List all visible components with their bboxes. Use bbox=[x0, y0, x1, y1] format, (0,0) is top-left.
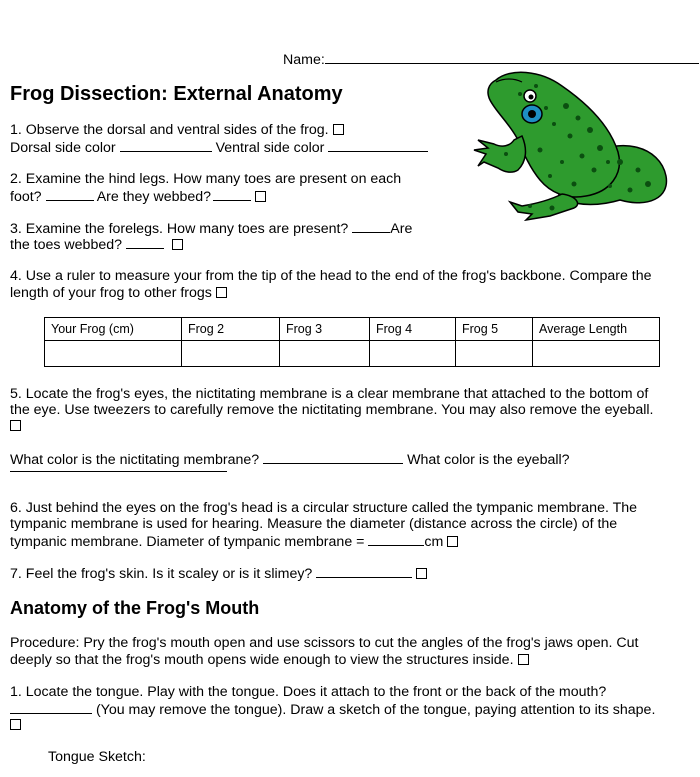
question-4-line2 bbox=[10, 285, 227, 302]
checkbox[interactable] bbox=[10, 719, 21, 730]
table-cell[interactable] bbox=[45, 341, 182, 367]
q2-webbed-label: Are they webbed? bbox=[96, 189, 212, 205]
table-header: Your Frog (cm) bbox=[45, 318, 182, 341]
q3-webbed-label: the toes webbed? bbox=[10, 237, 123, 253]
question-5: 5. Locate the frog's eyes, the nictitating membrane is a clear membrane that attached to the bottom of bbox=[10, 386, 649, 402]
table-cell[interactable] bbox=[370, 341, 456, 367]
question-4: 4. Use a ruler to measure your from the tip of the head to the end of the frog's backbone. Compare the bbox=[10, 268, 652, 284]
question-6-line2: tympanic membrane is used for hearing. Measure the diameter (distance across the circle) of the bbox=[10, 516, 618, 532]
table-header: Frog 4 bbox=[370, 318, 456, 341]
skin-blank[interactable] bbox=[316, 565, 412, 578]
procedure-line2 bbox=[10, 652, 529, 669]
question-1 bbox=[10, 122, 344, 139]
eyeball-color-blank[interactable] bbox=[10, 471, 227, 472]
table-cell[interactable] bbox=[280, 341, 370, 367]
table-header: Frog 3 bbox=[280, 318, 370, 341]
page-title: Frog Dissection: External Anatomy bbox=[10, 83, 343, 105]
question-2: 2. Examine the hind legs. How many toes are present on each bbox=[10, 171, 402, 187]
procedure: Procedure: Pry the frog's mouth open and use scissors to cut the angles of the frog's jaws open. Cut bbox=[10, 635, 639, 651]
tongue-sketch-label: Tongue Sketch: bbox=[48, 749, 146, 765]
question-5-line2: the eye. Use tweezers to carefully remove the nictitating membrane. You may also remove the eyeball. bbox=[10, 402, 654, 418]
checkbox[interactable] bbox=[255, 191, 266, 202]
table-cell[interactable] bbox=[533, 341, 660, 367]
mouth-question-1-line2 bbox=[10, 701, 655, 719]
checkbox[interactable] bbox=[172, 239, 183, 250]
q4-text: length of your frog to other frogs bbox=[10, 285, 212, 301]
question-6-line3 bbox=[10, 533, 458, 551]
procedure-text: deeply so that the frog's mouth opens wide enough to view the structures inside. bbox=[10, 652, 514, 668]
webbed-blank[interactable] bbox=[213, 188, 251, 201]
frog-illustration bbox=[470, 66, 672, 221]
fore-toes-blank[interactable] bbox=[352, 220, 390, 233]
mouth-question-1: 1. Locate the tongue. Play with the tongue. Does it attach to the front or the back of the mouth? bbox=[10, 684, 607, 700]
nictitating-color-label: What color is the nictitating membrane? bbox=[10, 452, 260, 468]
dorsal-blank[interactable] bbox=[120, 139, 212, 152]
question-7 bbox=[10, 565, 427, 583]
dorsal-label: Dorsal side color bbox=[10, 140, 116, 156]
question-5-colors bbox=[10, 451, 570, 469]
table-cell[interactable] bbox=[182, 341, 280, 367]
q1-text: 1. Observe the dorsal and ventral sides of the frog. bbox=[10, 122, 329, 138]
question-1-answers bbox=[10, 139, 428, 157]
toes-blank[interactable] bbox=[46, 188, 94, 201]
ventral-label: Ventral side color bbox=[215, 140, 325, 156]
section-title: Anatomy of the Frog's Mouth bbox=[10, 598, 260, 618]
question-3-line2 bbox=[10, 236, 183, 254]
checkbox[interactable] bbox=[416, 568, 427, 579]
question-2-line2 bbox=[10, 188, 266, 206]
name-blank[interactable] bbox=[325, 51, 699, 64]
checkbox[interactable] bbox=[216, 287, 227, 298]
checkbox[interactable] bbox=[10, 420, 21, 431]
tympanic-blank[interactable] bbox=[368, 533, 424, 546]
nictitating-color-blank[interactable] bbox=[263, 451, 403, 464]
question-6: 6. Just behind the eyes on the frog's head is a circular structure called the tympanic membrane. The bbox=[10, 500, 638, 516]
table-header: Frog 5 bbox=[456, 318, 533, 341]
tympanic-label: tympanic membrane. Diameter of tympanic membrane = bbox=[10, 534, 365, 550]
q3-text: 3. Examine the forelegs. How many toes are present? bbox=[10, 221, 349, 237]
table-cell[interactable] bbox=[456, 341, 533, 367]
q7-text: 7. Feel the frog's skin. Is it scaley or is it slimey? bbox=[10, 566, 313, 582]
ventral-blank[interactable] bbox=[328, 139, 428, 152]
table-header: Average Length bbox=[533, 318, 660, 341]
cm-unit: cm bbox=[424, 534, 444, 550]
name-label: Name: bbox=[283, 52, 325, 68]
question-5-checkbox bbox=[6, 418, 21, 435]
table-header: Frog 2 bbox=[182, 318, 280, 341]
m1-text: (You may remove the tongue). Draw a sketch of the tongue, paying attention to its shape. bbox=[95, 702, 656, 718]
checkbox[interactable] bbox=[333, 124, 344, 135]
q3-are: Are bbox=[390, 221, 413, 237]
checkbox[interactable] bbox=[447, 536, 458, 547]
fore-webbed-blank[interactable] bbox=[126, 236, 164, 249]
checkbox[interactable] bbox=[518, 654, 529, 665]
measurement-table bbox=[44, 317, 660, 367]
q2-foot-label: foot? bbox=[10, 189, 42, 205]
table-row bbox=[45, 341, 660, 367]
frog-icon bbox=[470, 66, 672, 221]
mouth-question-checkbox bbox=[6, 717, 21, 734]
table-header-row bbox=[45, 318, 660, 341]
tongue-attach-blank[interactable] bbox=[10, 701, 92, 714]
eyeball-color-label: What color is the eyeball? bbox=[407, 452, 570, 468]
